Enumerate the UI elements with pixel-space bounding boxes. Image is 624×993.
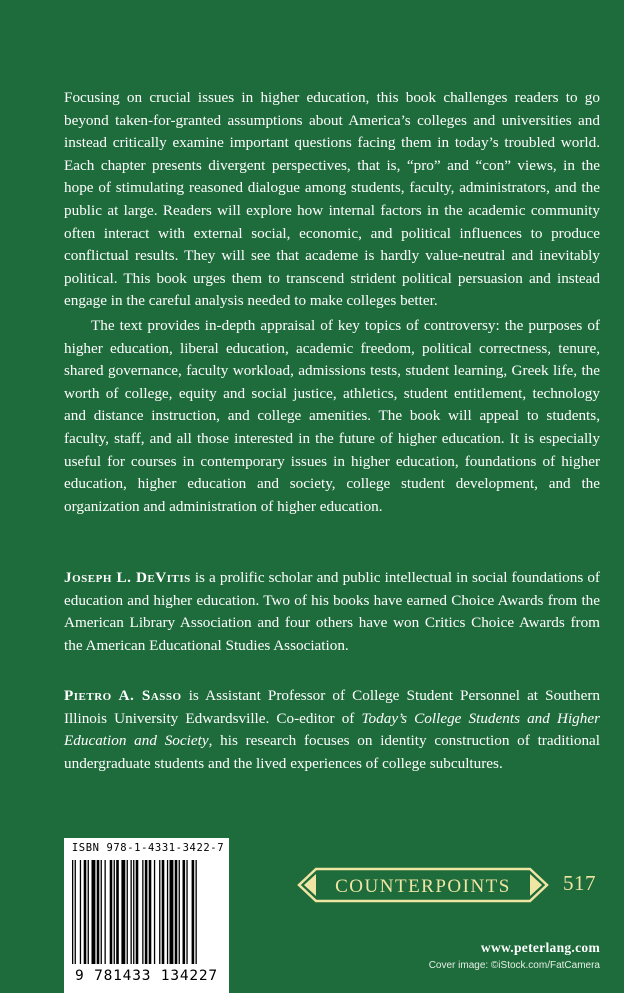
publisher-website[interactable]: www.peterlang.com: [480, 940, 600, 955]
book-blurb: [64, 87, 600, 518]
blurb-paragraph-2: The text provides in-depth appraisal of key topics of controversy: the purposes of higher education, liberal education, academic freedom, political correctness, tenure, shared governance, faculty workload, admissions tests, student learning, Greek life, the worth of college, equity and social justice, athletics, student entitlement, technology and distance instruction, and college amenities. The book will appeal to students, faculty, staff, and all those interested in the future of higher education. It is especially useful for courses in contemporary issues in higher education, foundations of higher education, higher education and society, college student development, and the organization and administration of higher education.: [64, 316, 600, 515]
isbn-barcode: [64, 838, 229, 993]
series-number: 517: [563, 871, 596, 895]
author-name: Joseph L. DeVitis: [64, 569, 191, 586]
ean-digits: 9 781433 134227: [75, 968, 218, 984]
series-name: COUNTERPOINTS: [335, 876, 511, 897]
isbn-label: ISBN 978-1-4331-3422-7: [71, 842, 225, 854]
author-bio-text: is Assistant Professor of College Student Personnel at Southern Illinois University Edwardsville. Co-editor of: [64, 687, 600, 727]
author-bio-text-end: , his research focuses on identity construction of traditional undergraduate students and the lived experiences of college subcultures.: [64, 732, 601, 772]
author-name: Pietro A. Sasso: [64, 687, 182, 704]
author-bio-sasso: [64, 685, 600, 775]
author-bio-text: is a prolific scholar and public intellectual in social foundations of education and higher education. Two of his books have earned Choice Awards from the American Library Association and four others have won Critics Choice Awards from the American Educational Studies Association.: [64, 569, 600, 654]
book-title-italic: Today’s College Students and Higher Education and Society: [64, 709, 601, 750]
author-bio-devitis: [64, 567, 600, 657]
counterpoints-series-logo: [296, 866, 550, 904]
cover-image-credit: Cover image: ©iStock.com/FatCamera: [428, 960, 600, 971]
blurb-paragraph-1: Focusing on crucial issues in higher education, this book challenges readers to go beyond taken-for-granted assumptions about America’s colleges and universities and instead critically examine important questions facing them in today’s troubled world. Each chapter presents divergent perspectives, that is, “pro” and “con” views, in the hope of stimulating reasoned dialogue among students, faculty, administrators, and the public at large. Readers will explore how internal factors in the academic community often interact with external social, economic, and political influences to produce conflictual results. They will see that academe is hardly value-neutral and inevitably political. This book urges them to transcend strident political persuasion and instead engage in the careful analysis needed to make colleges better.: [64, 89, 600, 310]
